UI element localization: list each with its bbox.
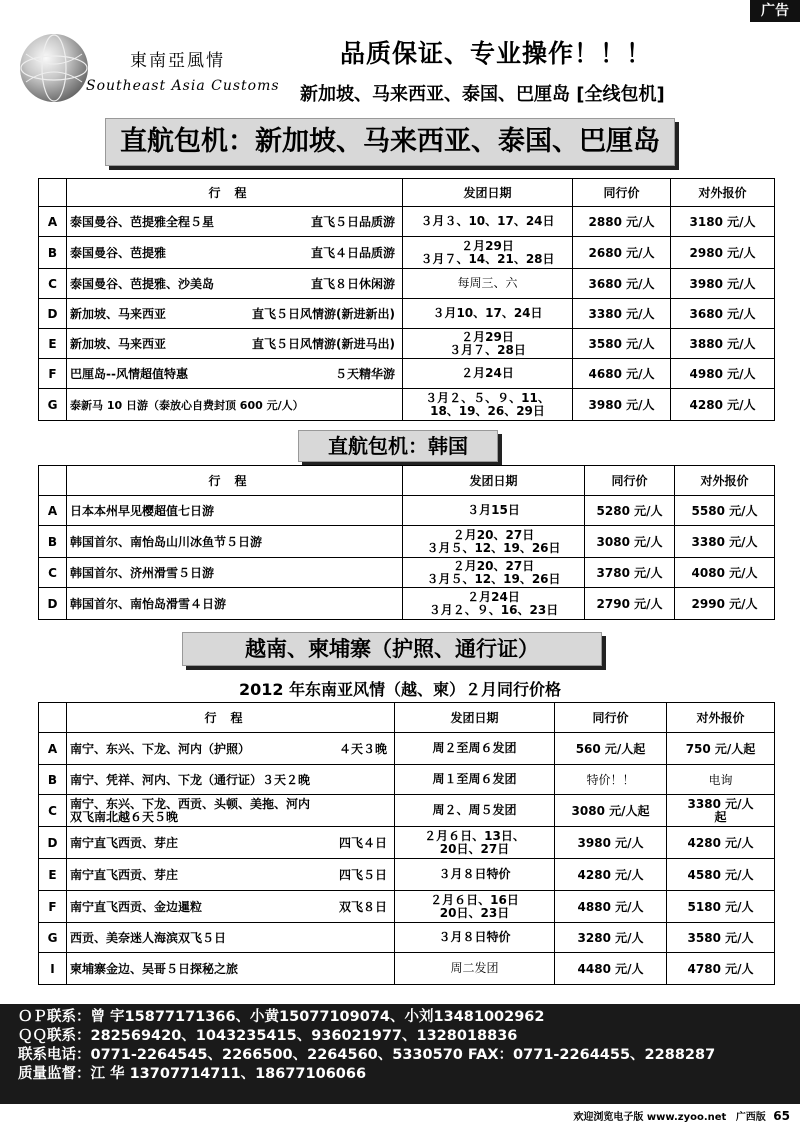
row-retail-price: 4280 元/人 — [671, 389, 775, 421]
row-code: C — [39, 269, 67, 299]
text-line: ２月29日 — [461, 238, 514, 253]
text-line: ３月５、12、19、26日 — [426, 571, 561, 586]
table-row — [39, 526, 775, 558]
table-row — [39, 891, 775, 923]
row-dates: 周２、周５发团 — [395, 795, 555, 827]
text-line: 18、19、26、29日 — [430, 403, 545, 418]
text-line: ２月６日、16日 — [430, 892, 519, 907]
table-row — [39, 299, 775, 329]
text-line: 起 — [714, 809, 727, 824]
table-row — [39, 496, 775, 526]
row-code: C — [39, 795, 67, 827]
header-retail-price: 对外报价 — [671, 179, 775, 207]
row-retail-price: 2980 元/人 — [671, 237, 775, 269]
row-itinerary: 日本本州早见樱超值七日游 — [67, 496, 403, 526]
page-footer — [573, 1108, 790, 1123]
table-row — [39, 795, 775, 827]
table-row — [39, 237, 775, 269]
row-code: D — [39, 827, 67, 859]
table-row — [39, 207, 775, 237]
row-dates: 周１至周６发团 — [395, 765, 555, 795]
header-code — [39, 703, 67, 733]
text-line: ２月６日、13日、 — [424, 828, 525, 843]
row-code: B — [39, 237, 67, 269]
row-retail-price: 750 元/人起 — [667, 733, 775, 765]
row-retail-price: 2990 元/人 — [675, 588, 775, 620]
slogan: 品质保证、专业操作！！！ — [340, 39, 653, 68]
footer-edition-badge: 广西版 — [735, 1112, 766, 1123]
footer-site-link[interactable]: 欢迎浏览电子版 www.zyoo.net — [573, 1112, 727, 1123]
row-code: C — [39, 558, 67, 588]
row-peer-price: 3280 元/人 — [555, 923, 667, 953]
row-code: E — [39, 329, 67, 359]
text-line: ２月20、27日 — [452, 558, 535, 573]
table-row — [39, 389, 775, 421]
row-retail-price — [667, 795, 775, 827]
header-dates: 发团日期 — [403, 466, 585, 496]
text-line: 20日、23日 — [439, 905, 510, 920]
row-itinerary: 南宁、凭祥、河内、下龙（通行证）３天２晚 — [67, 765, 395, 795]
row-peer-price: 3580 元/人 — [573, 329, 671, 359]
header-peer-price: 同行价 — [573, 179, 671, 207]
section3-banner: 越南、柬埔寨（护照、通行证） — [182, 632, 602, 666]
row-dates: ３月８日特价 — [395, 859, 555, 891]
op-contact: ＯＰ联系：曾 宇15877171366、小黄15077109074、小刘13481002962 — [18, 1009, 545, 1025]
section2-table — [38, 465, 775, 620]
row-peer-price: 4280 元/人 — [555, 859, 667, 891]
row-dates: 每周三、六 — [403, 269, 573, 299]
row-peer-price: 5280 元/人 — [585, 496, 675, 526]
page-number: 65 — [773, 1109, 790, 1123]
header-retail-price: 对外报价 — [667, 703, 775, 733]
row-code: A — [39, 207, 67, 237]
row-dates — [395, 891, 555, 923]
row-code: I — [39, 953, 67, 985]
row-code: D — [39, 588, 67, 620]
table-row — [39, 953, 775, 985]
table-header-row — [39, 179, 775, 207]
qq-contact: ＱＱ联系：282569420、1043235415、936021977、1328018836 — [18, 1028, 518, 1044]
table-row — [39, 359, 775, 389]
section1-banner: 直航包机：新加坡、马来西亚、泰国、巴厘岛 — [105, 118, 675, 166]
header-peer-price: 同行价 — [555, 703, 667, 733]
text-line: ２月20、27日 — [452, 527, 535, 542]
globe-logo-icon — [20, 34, 88, 102]
brand-name-cn: 東南亞風情 — [130, 51, 225, 71]
row-itinerary: 韩国首尔、南怡岛山川冰鱼节５日游 — [67, 526, 403, 558]
header-itinerary: 行程 — [67, 466, 403, 496]
contact-bar — [0, 1004, 800, 1104]
table-row — [39, 269, 775, 299]
header-code — [39, 179, 67, 207]
text-line: ２月29日 — [461, 329, 514, 344]
row-dates: ２月24日 — [403, 359, 573, 389]
row-retail-price: 5180 元/人 — [667, 891, 775, 923]
row-itinerary: 韩国首尔、济州滑雪５日游 — [67, 558, 403, 588]
text-line: 双飞南北越６天５晚 — [70, 809, 179, 824]
row-dates — [403, 588, 585, 620]
row-dates: ３月15日 — [403, 496, 585, 526]
row-peer-price: 3080 元/人起 — [555, 795, 667, 827]
row-itinerary: 西贡、美奈迷人海滨双飞５日 — [67, 923, 395, 953]
row-peer-price: 3980 元/人 — [573, 389, 671, 421]
row-code: B — [39, 526, 67, 558]
section3-subtitle: 2012 年东南亚风情（越、柬）２月同行价格 — [238, 680, 562, 699]
header-itinerary: 行程 — [67, 703, 395, 733]
row-retail-price: 3180 元/人 — [671, 207, 775, 237]
row-retail-price: 3980 元/人 — [671, 269, 775, 299]
row-retail-price: 4280 元/人 — [667, 827, 775, 859]
row-peer-price: 3980 元/人 — [555, 827, 667, 859]
row-code: F — [39, 359, 67, 389]
row-itinerary: 南宁直飞西贡、芽庄 四飞５日 — [67, 859, 395, 891]
row-retail-price: 电询 — [667, 765, 775, 795]
table-row — [39, 329, 775, 359]
header-retail-price: 对外报价 — [675, 466, 775, 496]
row-peer-price: 4880 元/人 — [555, 891, 667, 923]
row-code: A — [39, 733, 67, 765]
row-itinerary: 南宁直飞西贡、芽庄 四飞４日 — [67, 827, 395, 859]
row-peer-price: 3680 元/人 — [573, 269, 671, 299]
header-itinerary: 行程 — [67, 179, 403, 207]
header-code — [39, 466, 67, 496]
section1-table — [38, 178, 775, 421]
row-itinerary — [67, 795, 395, 827]
row-retail-price: 4980 元/人 — [671, 359, 775, 389]
header-dates: 发团日期 — [403, 179, 573, 207]
text-line: ３月５、12、19、26日 — [426, 540, 561, 555]
row-dates — [403, 329, 573, 359]
row-dates: ３月10、17、24日 — [403, 299, 573, 329]
row-itinerary: 泰国曼谷、芭提雅、沙美岛 直飞８日休闲游 — [67, 269, 403, 299]
text-line: 南宁、东兴、下龙、西贡、头顿、美拖、河内 — [70, 796, 311, 811]
row-retail-price: 3580 元/人 — [667, 923, 775, 953]
row-code: F — [39, 891, 67, 923]
row-dates — [403, 389, 573, 421]
row-itinerary: 新加坡、马来西亚 直飞５日风情游(新进新出) — [67, 299, 403, 329]
row-peer-price: 3380 元/人 — [573, 299, 671, 329]
quality-supervision: 质量监督：江 华 13707714711、18677106066 — [18, 1066, 367, 1082]
header-dates: 发团日期 — [395, 703, 555, 733]
row-retail-price: 3880 元/人 — [671, 329, 775, 359]
row-code: G — [39, 389, 67, 421]
row-retail-price: 3680 元/人 — [671, 299, 775, 329]
row-itinerary: 柬埔寨金边、吴哥５日探秘之旅 — [67, 953, 395, 985]
row-peer-price: 特价！！ — [555, 765, 667, 795]
row-dates — [403, 526, 585, 558]
row-peer-price: 4480 元/人 — [555, 953, 667, 985]
row-dates — [403, 558, 585, 588]
text-line: 3380 元/人 — [687, 796, 754, 811]
row-dates: 周二发团 — [395, 953, 555, 985]
table-header-row — [39, 466, 775, 496]
text-line: ２月24日 — [467, 589, 520, 604]
table-row — [39, 765, 775, 795]
text-line: ３月２、９、16、23日 — [428, 602, 559, 617]
row-code: A — [39, 496, 67, 526]
text-line: ３月７、28日 — [449, 342, 526, 357]
phone-contact: 联系电话：0771-2264545、2266500、2264560、5330570 FAX：0771-2264455、2288287 — [18, 1047, 716, 1063]
row-code: E — [39, 859, 67, 891]
row-peer-price: 3780 元/人 — [585, 558, 675, 588]
row-itinerary: 南宁直飞西贡、金边暹粒 双飞８日 — [67, 891, 395, 923]
row-dates: 周２至周６发团 — [395, 733, 555, 765]
row-itinerary: 南宁、东兴、下龙、河内（护照） ４天３晚 — [67, 733, 395, 765]
row-retail-price: 3380 元/人 — [675, 526, 775, 558]
table-row — [39, 588, 775, 620]
table-row — [39, 859, 775, 891]
row-itinerary: 泰新马 10 日游（泰放心自费封顶 600 元/人） — [67, 389, 403, 421]
row-itinerary: 泰国曼谷、芭提雅 直飞４日品质游 — [67, 237, 403, 269]
row-itinerary: 巴厘岛--风情超值特惠 ５天精华游 — [67, 359, 403, 389]
section2-banner: 直航包机：韩国 — [298, 430, 498, 462]
row-retail-price: 5580 元/人 — [675, 496, 775, 526]
row-peer-price: 3080 元/人 — [585, 526, 675, 558]
text-line: ３月２、５、９、11、 — [425, 390, 550, 405]
ad-tag: 广告 — [750, 0, 800, 22]
row-retail-price: 4780 元/人 — [667, 953, 775, 985]
row-dates: ３月８日特价 — [395, 923, 555, 953]
row-dates — [395, 827, 555, 859]
table-row — [39, 733, 775, 765]
brand-name-en: Southeast Asia Customs — [86, 78, 280, 94]
section3-table — [38, 702, 775, 985]
row-code: G — [39, 923, 67, 953]
row-dates — [403, 237, 573, 269]
row-itinerary: 泰国曼谷、芭提雅全程５星 直飞５日品质游 — [67, 207, 403, 237]
row-peer-price: 2790 元/人 — [585, 588, 675, 620]
row-peer-price: 2880 元/人 — [573, 207, 671, 237]
text-line: 20日、27日 — [439, 841, 510, 856]
row-itinerary: 韩国首尔、南怡岛滑雪４日游 — [67, 588, 403, 620]
row-dates: ３月３、10、17、24日 — [403, 207, 573, 237]
row-retail-price: 4580 元/人 — [667, 859, 775, 891]
row-code: D — [39, 299, 67, 329]
table-row — [39, 827, 775, 859]
table-row — [39, 558, 775, 588]
row-retail-price: 4080 元/人 — [675, 558, 775, 588]
row-peer-price: 4680 元/人 — [573, 359, 671, 389]
table-row — [39, 923, 775, 953]
header-peer-price: 同行价 — [585, 466, 675, 496]
row-peer-price: 2680 元/人 — [573, 237, 671, 269]
text-line: ３月７、14、21、28日 — [420, 251, 555, 266]
row-itinerary: 新加坡、马来西亚 直飞５日风情游(新进马出) — [67, 329, 403, 359]
table-header-row — [39, 703, 775, 733]
row-peer-price: 560 元/人起 — [555, 733, 667, 765]
destinations-line: 新加坡、马来西亚、泰国、巴厘岛 [全线包机] — [300, 84, 665, 105]
row-code: B — [39, 765, 67, 795]
